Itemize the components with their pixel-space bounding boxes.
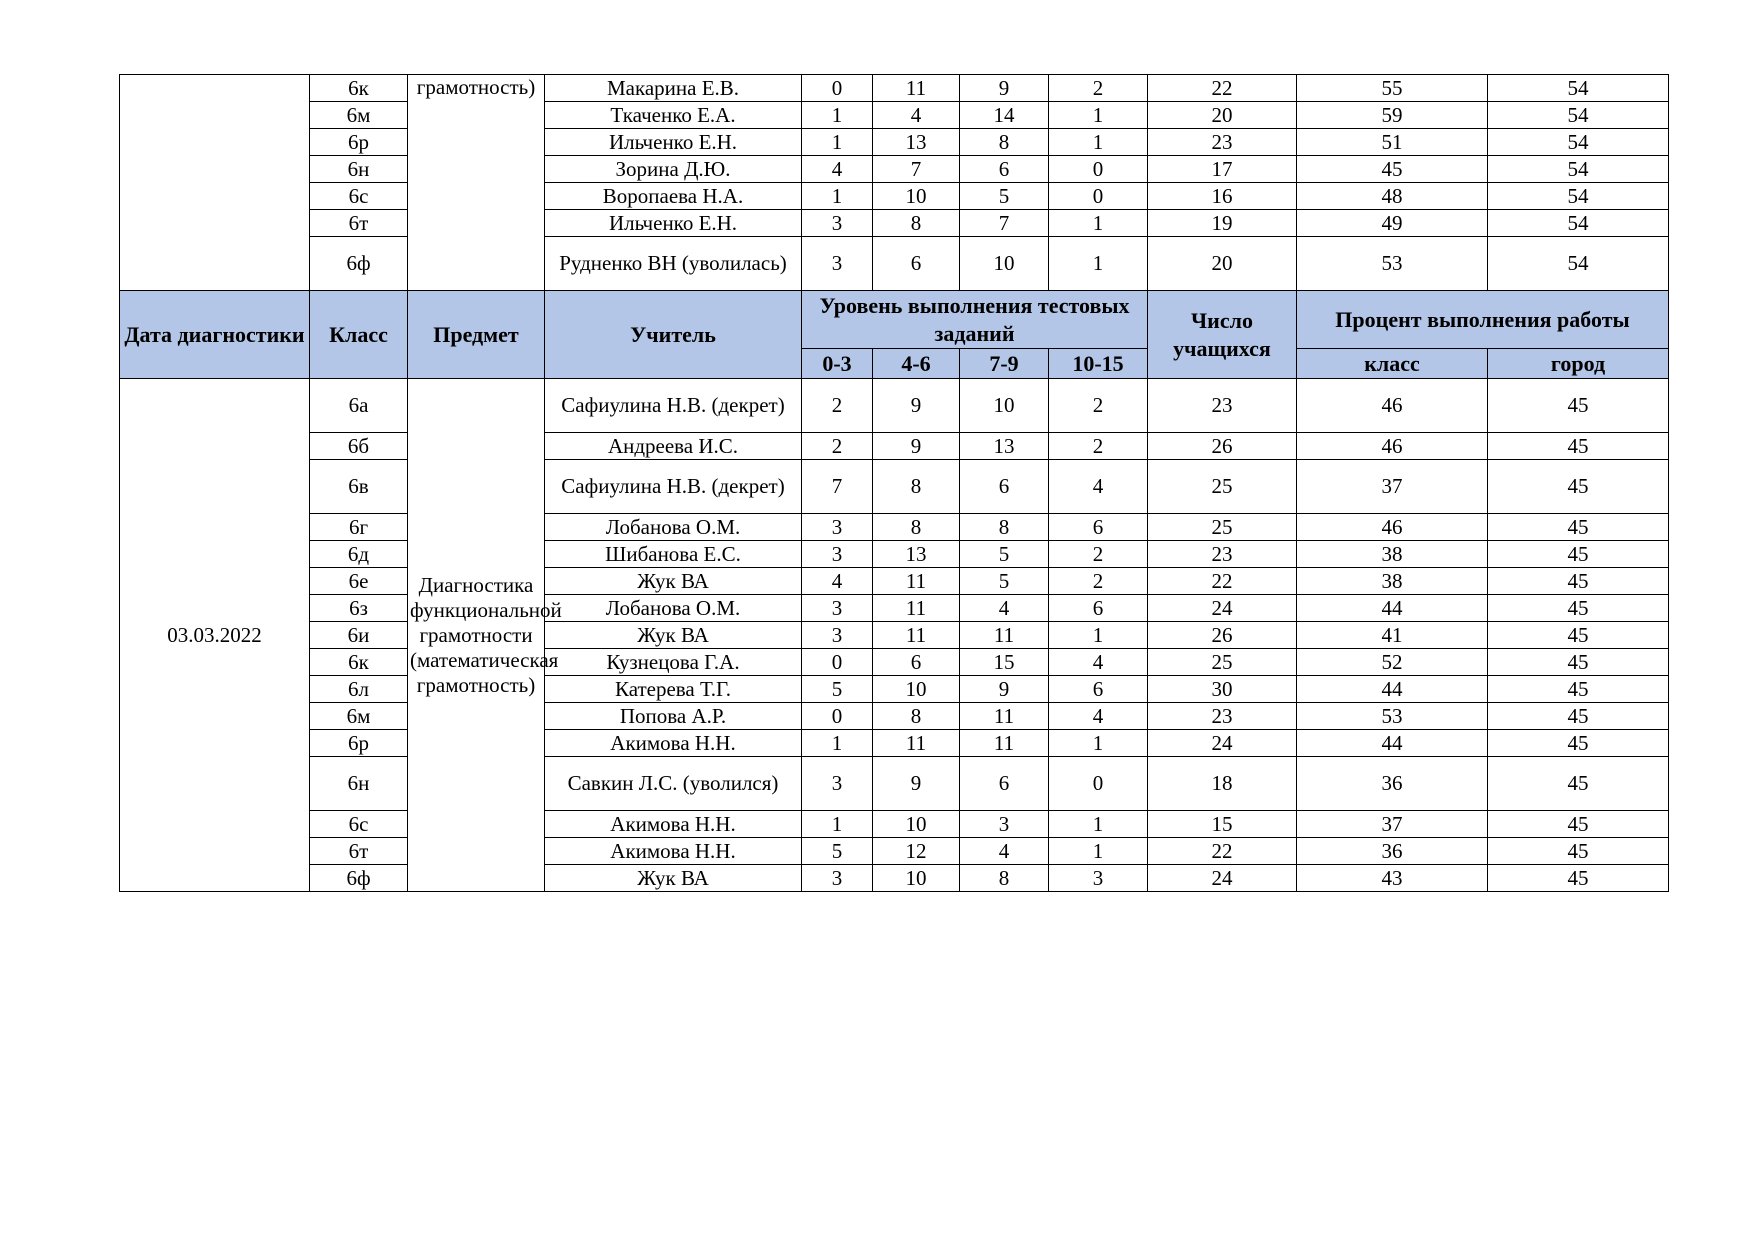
class-percent-value: 45: [1297, 156, 1488, 183]
bin-10-15-value: 2: [1049, 75, 1148, 102]
table-row: [120, 379, 1669, 433]
teacher-cell: Лобанова О.М.: [545, 514, 802, 541]
bin-4-6-value: 10: [873, 865, 960, 892]
city-percent-value: 45: [1488, 514, 1669, 541]
teacher-cell: Лобанова О.М.: [545, 595, 802, 622]
bin-4-6-value: 8: [873, 210, 960, 237]
class-cell: 6н: [310, 757, 408, 811]
student-count-value: 23: [1148, 541, 1297, 568]
city-percent-value: 45: [1488, 757, 1669, 811]
student-count-value: 23: [1148, 129, 1297, 156]
table-row: [120, 460, 1669, 514]
class-cell: 6р: [310, 129, 408, 156]
table-row: [120, 703, 1669, 730]
table-row: [120, 757, 1669, 811]
diagnostic-date-cell: [120, 75, 310, 291]
city-percent-value: 45: [1488, 649, 1669, 676]
subject-header: Предмет: [408, 291, 545, 379]
bin-4-6-value: 6: [873, 649, 960, 676]
student-count-value: 15: [1148, 811, 1297, 838]
level-header: Уровень выполнения тестовых заданий: [802, 291, 1148, 349]
bin-7-9-value: 11: [960, 703, 1049, 730]
class-percent-value: 46: [1297, 433, 1488, 460]
class-cell: 6и: [310, 622, 408, 649]
city-percent-value: 54: [1488, 156, 1669, 183]
class-percent-value: 37: [1297, 811, 1488, 838]
student-count-value: 20: [1148, 102, 1297, 129]
class-cell: 6к: [310, 75, 408, 102]
bin-7-9-value: 8: [960, 129, 1049, 156]
bin-7-9-value: 9: [960, 75, 1049, 102]
bin-10-15-value: 2: [1049, 379, 1148, 433]
bin-7-9-value: 4: [960, 595, 1049, 622]
bin-10-15-value: 0: [1049, 183, 1148, 210]
student-count-value: 19: [1148, 210, 1297, 237]
city-percent-value: 54: [1488, 75, 1669, 102]
city-percent-value: 45: [1488, 541, 1669, 568]
bin-7-9-value: 10: [960, 379, 1049, 433]
class-cell: 6р: [310, 730, 408, 757]
class-percent-value: 46: [1297, 514, 1488, 541]
bin-10-15-value: 1: [1049, 811, 1148, 838]
bin-4-6-value: 10: [873, 811, 960, 838]
bin-10-15-header: 10-15: [1049, 349, 1148, 379]
teacher-cell: Сафиулина Н.В. (декрет): [545, 379, 802, 433]
bin-4-6-value: 7: [873, 156, 960, 183]
bin-4-6-value: 6: [873, 237, 960, 291]
class-cell: 6к: [310, 649, 408, 676]
class-cell: 6л: [310, 676, 408, 703]
bin-7-9-value: 5: [960, 541, 1049, 568]
table-row: [120, 156, 1669, 183]
city-percent-value: 45: [1488, 730, 1669, 757]
percent-header: Процент выполнения работы: [1297, 291, 1669, 349]
class-percent-value: 38: [1297, 568, 1488, 595]
bin-4-6-value: 8: [873, 460, 960, 514]
bin-7-9-value: 6: [960, 460, 1049, 514]
table-row: [120, 865, 1669, 892]
teacher-cell: Акимова Н.Н.: [545, 838, 802, 865]
student-count-value: 25: [1148, 514, 1297, 541]
table-row: [120, 129, 1669, 156]
bin-10-15-value: 0: [1049, 757, 1148, 811]
student-count-value: 25: [1148, 460, 1297, 514]
bin-7-9-header: 7-9: [960, 349, 1049, 379]
student-count-value: 26: [1148, 622, 1297, 649]
bin-0-3-value: 3: [802, 541, 873, 568]
student-count-value: 24: [1148, 865, 1297, 892]
student-count-value: 26: [1148, 433, 1297, 460]
teacher-cell: Ильченко Е.Н.: [545, 129, 802, 156]
class-cell: 6в: [310, 460, 408, 514]
teacher-cell: Савкин Л.С. (уволился): [545, 757, 802, 811]
city-percent-value: 45: [1488, 433, 1669, 460]
bin-10-15-value: 1: [1049, 210, 1148, 237]
teacher-cell: Попова А.Р.: [545, 703, 802, 730]
bin-0-3-value: 3: [802, 210, 873, 237]
bin-10-15-value: 6: [1049, 595, 1148, 622]
bin-4-6-value: 12: [873, 838, 960, 865]
student-count-value: 24: [1148, 595, 1297, 622]
class-cell: 6с: [310, 183, 408, 210]
class-percent-value: 51: [1297, 129, 1488, 156]
student-count-value: 25: [1148, 649, 1297, 676]
bin-0-3-value: 1: [802, 730, 873, 757]
bin-10-15-value: 6: [1049, 514, 1148, 541]
class-percent-header: класс: [1297, 349, 1488, 379]
bin-0-3-value: 0: [802, 75, 873, 102]
table-row: [120, 676, 1669, 703]
bin-4-6-value: 4: [873, 102, 960, 129]
bin-4-6-value: 9: [873, 757, 960, 811]
student-count-value: 17: [1148, 156, 1297, 183]
table-row: [120, 514, 1669, 541]
class-percent-value: 41: [1297, 622, 1488, 649]
city-percent-value: 45: [1488, 703, 1669, 730]
bin-4-6-value: 9: [873, 433, 960, 460]
bin-4-6-value: 11: [873, 75, 960, 102]
bin-4-6-value: 8: [873, 703, 960, 730]
teacher-cell: Кузнецова Г.А.: [545, 649, 802, 676]
bin-10-15-value: 1: [1049, 102, 1148, 129]
bin-7-9-value: 13: [960, 433, 1049, 460]
city-percent-value: 54: [1488, 210, 1669, 237]
class-header: Класс: [310, 291, 408, 379]
class-percent-value: 37: [1297, 460, 1488, 514]
teacher-cell: Ильченко Е.Н.: [545, 210, 802, 237]
bin-0-3-value: 1: [802, 102, 873, 129]
bin-10-15-value: 1: [1049, 237, 1148, 291]
bin-0-3-value: 1: [802, 183, 873, 210]
table-row: [120, 730, 1669, 757]
teacher-cell: Жук ВА: [545, 622, 802, 649]
class-cell: 6а: [310, 379, 408, 433]
bin-4-6-value: 11: [873, 568, 960, 595]
bin-7-9-value: 5: [960, 568, 1049, 595]
bin-0-3-value: 3: [802, 237, 873, 291]
bin-7-9-value: 8: [960, 865, 1049, 892]
class-cell: 6т: [310, 210, 408, 237]
bin-0-3-value: 3: [802, 622, 873, 649]
table-row: [120, 237, 1669, 291]
teacher-cell: Рудненко ВН (уволилась): [545, 237, 802, 291]
bin-0-3-value: 5: [802, 838, 873, 865]
class-cell: 6м: [310, 703, 408, 730]
class-percent-value: 52: [1297, 649, 1488, 676]
city-percent-value: 45: [1488, 460, 1669, 514]
bin-10-15-value: 1: [1049, 622, 1148, 649]
class-percent-value: 53: [1297, 237, 1488, 291]
teacher-cell: Сафиулина Н.В. (декрет): [545, 460, 802, 514]
bin-4-6-value: 13: [873, 541, 960, 568]
teacher-cell: Макарина Е.В.: [545, 75, 802, 102]
bin-0-3-value: 2: [802, 433, 873, 460]
bin-0-3-value: 0: [802, 703, 873, 730]
bin-10-15-value: 2: [1049, 433, 1148, 460]
bin-4-6-value: 11: [873, 622, 960, 649]
class-cell: 6д: [310, 541, 408, 568]
bin-10-15-value: 4: [1049, 649, 1148, 676]
student-count-value: 22: [1148, 568, 1297, 595]
class-percent-value: 55: [1297, 75, 1488, 102]
class-percent-value: 44: [1297, 676, 1488, 703]
student-count-value: 24: [1148, 730, 1297, 757]
bin-7-9-value: 11: [960, 730, 1049, 757]
table-row: [120, 595, 1669, 622]
student-count-value: 30: [1148, 676, 1297, 703]
bin-10-15-value: 2: [1049, 568, 1148, 595]
class-percent-value: 43: [1297, 865, 1488, 892]
student-count-value: 22: [1148, 75, 1297, 102]
teacher-cell: Воропаева Н.А.: [545, 183, 802, 210]
bin-4-6-value: 11: [873, 730, 960, 757]
table-row: [120, 622, 1669, 649]
bin-0-3-value: 3: [802, 514, 873, 541]
bin-0-3-value: 2: [802, 379, 873, 433]
class-cell: 6е: [310, 568, 408, 595]
bin-10-15-value: 1: [1049, 838, 1148, 865]
bin-0-3-header: 0-3: [802, 349, 873, 379]
student-count-value: 22: [1148, 838, 1297, 865]
bin-7-9-value: 11: [960, 622, 1049, 649]
city-percent-value: 54: [1488, 237, 1669, 291]
bin-7-9-value: 7: [960, 210, 1049, 237]
class-cell: 6г: [310, 514, 408, 541]
student-count-value: 16: [1148, 183, 1297, 210]
bin-7-9-value: 8: [960, 514, 1049, 541]
table-row: [120, 210, 1669, 237]
bin-4-6-value: 11: [873, 595, 960, 622]
bin-0-3-value: 7: [802, 460, 873, 514]
table-row: [120, 75, 1669, 102]
bin-10-15-value: 0: [1049, 156, 1148, 183]
bin-4-6-header: 4-6: [873, 349, 960, 379]
class-percent-value: 36: [1297, 757, 1488, 811]
city-percent-value: 45: [1488, 595, 1669, 622]
class-cell: 6н: [310, 156, 408, 183]
teacher-cell: Жук ВА: [545, 865, 802, 892]
student-count-value: 18: [1148, 757, 1297, 811]
class-cell: 6с: [310, 811, 408, 838]
results-table-body: [120, 75, 1669, 892]
bin-4-6-value: 8: [873, 514, 960, 541]
student-count-header: Число учащихся: [1148, 291, 1297, 379]
table-row: [120, 838, 1669, 865]
bin-4-6-value: 13: [873, 129, 960, 156]
bin-0-3-value: 1: [802, 129, 873, 156]
city-percent-value: 45: [1488, 838, 1669, 865]
bin-7-9-value: 14: [960, 102, 1049, 129]
table-row: [120, 649, 1669, 676]
subject-cell: грамотность): [408, 75, 545, 291]
class-cell: 6м: [310, 102, 408, 129]
city-percent-value: 54: [1488, 102, 1669, 129]
bin-4-6-value: 9: [873, 379, 960, 433]
diagnostic-date-cell: 03.03.2022: [120, 379, 310, 892]
teacher-cell: Шибанова Е.С.: [545, 541, 802, 568]
class-cell: 6ф: [310, 237, 408, 291]
bin-7-9-value: 6: [960, 156, 1049, 183]
city-percent-value: 54: [1488, 183, 1669, 210]
city-percent-value: 45: [1488, 865, 1669, 892]
bin-10-15-value: 4: [1049, 703, 1148, 730]
bin-7-9-value: 10: [960, 237, 1049, 291]
teacher-cell: Акимова Н.Н.: [545, 811, 802, 838]
city-percent-value: 45: [1488, 379, 1669, 433]
bin-0-3-value: 3: [802, 865, 873, 892]
teacher-cell: Жук ВА: [545, 568, 802, 595]
teacher-cell: Акимова Н.Н.: [545, 730, 802, 757]
teacher-cell: Андреева И.С.: [545, 433, 802, 460]
bin-10-15-value: 6: [1049, 676, 1148, 703]
teacher-cell: Зорина Д.Ю.: [545, 156, 802, 183]
bin-4-6-value: 10: [873, 183, 960, 210]
city-percent-header: город: [1488, 349, 1669, 379]
teacher-cell: Катерева Т.Г.: [545, 676, 802, 703]
student-count-value: 20: [1148, 237, 1297, 291]
bin-0-3-value: 5: [802, 676, 873, 703]
class-percent-value: 44: [1297, 595, 1488, 622]
class-percent-value: 44: [1297, 730, 1488, 757]
class-percent-value: 38: [1297, 541, 1488, 568]
results-table: [119, 74, 1669, 892]
city-percent-value: 45: [1488, 676, 1669, 703]
class-cell: 6б: [310, 433, 408, 460]
bin-0-3-value: 4: [802, 568, 873, 595]
bin-0-3-value: 3: [802, 595, 873, 622]
date-header: Дата диагностики: [120, 291, 310, 379]
class-cell: 6ф: [310, 865, 408, 892]
class-cell: 6т: [310, 838, 408, 865]
bin-7-9-value: 6: [960, 757, 1049, 811]
teacher-cell: Ткаченко Е.А.: [545, 102, 802, 129]
city-percent-value: 45: [1488, 568, 1669, 595]
class-percent-value: 53: [1297, 703, 1488, 730]
bin-0-3-value: 0: [802, 649, 873, 676]
bin-10-15-value: 3: [1049, 865, 1148, 892]
bin-0-3-value: 3: [802, 757, 873, 811]
city-percent-value: 45: [1488, 622, 1669, 649]
city-percent-value: 45: [1488, 811, 1669, 838]
class-percent-value: 46: [1297, 379, 1488, 433]
class-cell: 6з: [310, 595, 408, 622]
table-row: [120, 568, 1669, 595]
bin-7-9-value: 4: [960, 838, 1049, 865]
bin-7-9-value: 15: [960, 649, 1049, 676]
class-percent-value: 36: [1297, 838, 1488, 865]
table-row: [120, 433, 1669, 460]
table-row: [120, 102, 1669, 129]
bin-0-3-value: 4: [802, 156, 873, 183]
table-row: [120, 183, 1669, 210]
bin-7-9-value: 9: [960, 676, 1049, 703]
table-row: [120, 541, 1669, 568]
bin-10-15-value: 2: [1049, 541, 1148, 568]
bin-7-9-value: 5: [960, 183, 1049, 210]
table-row: [120, 811, 1669, 838]
bin-10-15-value: 1: [1049, 129, 1148, 156]
class-percent-value: 59: [1297, 102, 1488, 129]
header-row: [120, 291, 1669, 349]
city-percent-value: 54: [1488, 129, 1669, 156]
bin-7-9-value: 3: [960, 811, 1049, 838]
subject-cell: Диагностика функциональной грамотности (математическая грамотность): [408, 379, 545, 892]
bin-10-15-value: 4: [1049, 460, 1148, 514]
bin-0-3-value: 1: [802, 811, 873, 838]
bin-4-6-value: 10: [873, 676, 960, 703]
student-count-value: 23: [1148, 703, 1297, 730]
class-percent-value: 48: [1297, 183, 1488, 210]
teacher-header: Учитель: [545, 291, 802, 379]
class-percent-value: 49: [1297, 210, 1488, 237]
bin-10-15-value: 1: [1049, 730, 1148, 757]
student-count-value: 23: [1148, 379, 1297, 433]
